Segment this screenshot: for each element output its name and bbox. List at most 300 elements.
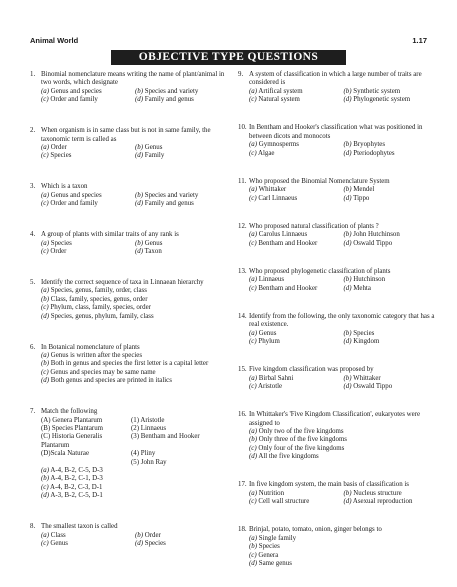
question-stem [30,279,229,287]
option-row [249,375,438,383]
option-text: Phylum, class, family, species, order [48,304,151,312]
question-stem [30,127,229,144]
option [249,543,438,551]
option-row [249,383,438,391]
option-label: (c) [41,304,49,312]
question-stem [238,366,438,374]
question-text: Who proposed phylogenetic classification of plants [249,267,391,275]
option-label: (a) [249,231,258,239]
option-label: (d) [41,377,50,385]
options [249,231,438,248]
options [41,144,229,161]
option-label: (d) [343,239,352,247]
option-text: Both in genus and species the first letter is a capital letter [49,360,209,368]
option-label: (c) [41,483,49,491]
option-text: Whittaker [257,186,287,194]
question-text: A system of classification in which a large number of traits are considered is [249,71,422,87]
option [344,88,439,96]
options [41,352,229,386]
question-number: 8. [30,523,36,531]
option-row [249,186,438,194]
option [41,369,229,377]
option [249,338,344,346]
question-number: 10. [238,124,247,132]
option-text: Family and genus [143,96,194,104]
option-label: (d) [343,382,352,390]
question-text: The smallest taxon is called [41,523,118,531]
option-text: Carl Linnaeus [256,194,298,202]
question-text: When organism is in same class but is not in same family, the taxonomic term is called as [41,127,211,143]
question-number: 11. [238,177,247,185]
option [41,144,135,152]
option-text: Algae [256,149,275,157]
option [135,240,229,248]
option-text: Cell wall structure [256,498,310,506]
option-text: Species, genus, family, order, class [49,287,147,295]
option-label: (d) [249,559,258,567]
option-label: (b) [135,144,144,151]
option-row [41,192,229,200]
option-text: Same genus [257,559,292,567]
option-text: Mendel [351,186,375,194]
match-row [41,433,229,450]
option-text: Genus [143,144,163,151]
option-text: Species and variety [143,87,199,95]
options [41,532,229,549]
option-label: (a) [41,351,50,359]
option-label: (c) [249,382,257,390]
question-text: A group of plants with similar traits of any rank is [41,231,179,239]
option [344,276,439,284]
question-number: 13. [238,267,247,275]
option-label: (b) [135,239,144,247]
option-text: Family [143,152,165,160]
question-text: In Botanical nomenclature of plants [41,343,140,351]
option-label: (b) [41,295,50,303]
option [344,240,439,248]
option-label: (b) [343,276,352,284]
option [249,195,344,203]
option [249,88,344,96]
option-text: Nutrition [257,489,285,497]
option [41,532,135,540]
option [344,285,439,293]
option-text: Order [143,531,161,539]
running-header [30,36,427,48]
question-block [238,268,438,293]
option-label: (b) [343,186,352,194]
option-text: Taxon [143,247,162,255]
option-text: Asexual reproduction [351,498,413,506]
option-text: Synthetic system [351,87,401,95]
question-block [238,223,438,248]
option-row [249,231,438,239]
option-row [249,141,438,149]
option [41,287,229,295]
question-text: Identify from the following, the only taxonomic category that has a real existence. [249,312,435,329]
question-stem [238,71,438,88]
question-number: 16. [238,411,247,419]
option [344,338,439,346]
option-text: Genus [143,239,163,247]
option-label: (b) [249,436,258,444]
option-label: (b) [343,489,352,497]
option-label: (c) [249,498,257,506]
option-row [41,532,229,540]
option [344,490,439,498]
option-label: (a) [249,276,258,284]
option-label: (b) [249,543,258,551]
option-label: (d) [343,149,352,157]
option-text: Class, family, species, genus, order [49,295,148,303]
section-title: OBJECTIVE TYPE QUESTIONS [111,50,346,65]
option-text: Species [143,539,166,547]
option [249,150,344,158]
option [41,467,229,475]
option-text: Genus and species [49,191,102,199]
option-label: (a) [249,186,258,194]
option [41,152,135,160]
option [41,484,229,492]
option-text: Bentham and Hooker [256,239,318,247]
option [344,141,439,149]
question-number: 7. [30,408,36,416]
question-stem [30,523,229,531]
option-text: Natural system [256,96,300,104]
option [249,240,344,248]
question-number: 5. [30,278,36,286]
option-text: Hutchinson [351,276,386,284]
question-block [238,178,438,203]
option-row [249,330,438,338]
option [135,96,229,104]
option-label: (d) [343,337,352,345]
option [344,186,439,194]
option-text: Order and family [48,96,98,104]
option [41,377,229,385]
option-text: Oswald Tippo [351,239,393,247]
option-text: Species and variety [143,191,199,199]
option [249,490,344,498]
question-block [238,366,438,391]
option-label: (a) [249,87,258,95]
header-page-number: 1.17 [412,36,427,45]
option [249,428,438,436]
header-book-title: Animal World [30,36,79,45]
option-row [41,248,229,256]
option-label: (d) [135,247,144,255]
option [249,375,344,383]
match-right: (2) Linnaeus [131,424,167,432]
option-label: (c) [249,551,257,559]
option [41,540,135,548]
option [344,231,439,239]
option-label: (d) [249,453,258,461]
option [249,285,344,293]
option-text: John Hutchinson [351,231,400,239]
option-row [41,144,229,152]
option [344,330,439,338]
option-label: (a) [41,531,50,539]
option-label: (d) [343,96,352,104]
question-block [238,124,438,158]
option-label: (c) [249,239,257,247]
option-text: Aristotle [256,382,283,390]
question-block [238,313,438,347]
option-text: A-4, B-2, C-1, D-3 [49,475,103,483]
options [249,186,438,203]
option-label: (b) [343,141,352,149]
option-row [41,200,229,208]
question-block [238,411,438,461]
option [344,498,439,506]
option-text: Only three of the five kingdoms [257,436,347,444]
question-number: 9. [238,71,244,78]
option-row [249,150,438,158]
option-text: Order [49,144,67,151]
question-number: 14. [238,312,247,320]
question-block [30,408,229,500]
match-row [41,417,229,425]
question-block [238,526,438,568]
option-label: (d) [343,284,352,292]
option-text: Kingdom [351,337,380,345]
question-number: 1. [30,71,36,78]
option-text: Order and family [48,200,98,208]
question-text: Who proposed natural classification of plants ? [249,222,379,230]
option-label: (a) [41,287,50,295]
option-row [249,338,438,346]
option-text: Phylogenetic system [351,96,411,104]
option-text: Bentham and Hooker [256,284,318,292]
question-block [30,127,229,161]
question-stem [238,124,438,141]
option-label: (a) [41,144,50,151]
question-stem [238,313,438,330]
option-label: (a) [249,374,258,382]
match-right: (1) Aristotle [131,416,165,424]
option [249,552,438,560]
question-block [30,279,229,321]
option [41,248,135,256]
question-number: 3. [30,183,36,191]
option-label: (c) [249,444,257,452]
option [344,96,439,104]
option [41,475,229,483]
match-right: (5) John Ray [131,458,167,466]
option-label: (b) [343,87,352,95]
question-text: Binomial nomenclature means writing the name of plant/animal in two words, which designate [41,71,225,87]
question-number: 18. [238,526,247,534]
option-label: (d) [41,492,50,500]
option-row [249,96,438,104]
option-row [249,490,438,498]
option [135,532,229,540]
match-row [41,425,229,433]
option-label: (d) [135,152,144,160]
option-text: Species, genus, phylum, family, class [49,312,154,320]
option [41,304,229,312]
option-label: (a) [249,329,258,337]
option-label: (c) [41,152,49,160]
option-text: Genus [257,329,277,337]
option-row [41,88,229,96]
options [249,490,438,507]
option-label: (b) [343,374,352,382]
options [249,141,438,158]
option [135,152,229,160]
option [249,186,344,194]
question-stem [30,231,229,239]
option [344,383,439,391]
match-left: (C) Historia Generalis Plantarum [41,433,103,449]
question-text: In five kingdom system, the main basis of classification is [249,481,409,489]
option-label: (c) [41,200,49,208]
option-label: (c) [249,96,257,104]
option [41,492,229,500]
option-text: Genus [48,539,68,547]
option-row [249,88,438,96]
option [344,150,439,158]
option-row [41,96,229,104]
option-label: (a) [249,141,258,149]
option [41,352,229,360]
option-label: (b) [135,191,144,199]
option-label: (b) [41,475,50,483]
options [249,428,438,462]
question-stem [30,408,229,416]
match-table [41,417,229,467]
option-label: (d) [343,498,352,506]
question-block [30,523,229,548]
question-stem [30,71,229,88]
question-block [238,481,438,506]
option-row [41,240,229,248]
question-number: 12. [238,222,247,230]
options [41,192,229,209]
question-stem [30,344,229,352]
question-text: In Bentham and Hooker's classification what was positioned in between dicots and monocots [249,124,423,140]
options [41,88,229,105]
option [249,560,438,568]
option-label: (c) [249,337,257,345]
option-label: (a) [41,191,50,199]
option [344,375,439,383]
option [135,200,229,208]
right-question-column [238,71,438,568]
option-text: Pteriodophytes [351,149,395,157]
option-label: (b) [41,360,50,368]
option [41,200,135,208]
option [249,330,344,338]
question-number: 2. [30,127,36,135]
option [249,231,344,239]
options [249,330,438,347]
option-label: (d) [41,312,50,320]
question-number: 15. [238,366,247,374]
match-left [41,459,131,467]
option-text: Gymnosperms [257,141,299,149]
option-label: (c) [249,149,257,157]
question-number: 6. [30,343,36,351]
left-question-column [30,71,229,548]
option [249,535,438,543]
question-block [30,231,229,256]
option [41,296,229,304]
option-text: Species [48,152,72,160]
option-text: Family and genus [143,200,194,208]
option [249,383,344,391]
question-block [30,183,229,208]
question-stem [30,183,229,191]
option [41,240,135,248]
option [249,445,438,453]
question-block [30,344,229,386]
option-text: Oswald Tippo [351,382,393,390]
option-text: Only two of the five kingdoms [257,427,344,435]
options [249,88,438,105]
option-text: Genera [256,551,279,559]
match-row [41,450,229,458]
option [135,88,229,96]
question-stem [238,481,438,489]
question-block [238,71,438,105]
option [249,96,344,104]
match-left: (A) Genera Plantarum [41,416,103,424]
option [41,96,135,104]
option [41,88,135,96]
option [249,453,438,461]
match-right: (3) Bentham and Hooker [131,433,200,441]
option-text: Single family [257,534,297,542]
option [135,192,229,200]
option-label: (a) [41,87,50,95]
question-number: 4. [30,231,36,239]
option-text: Artifical system [257,87,303,95]
option-text: Only four of the five kingdoms [256,444,345,452]
question-text: Five kingdom classification was proposed by [249,366,374,374]
option-label: (a) [41,466,50,474]
option-label: (c) [41,247,49,255]
options [41,287,229,321]
option [344,195,439,203]
option-label: (a) [249,534,258,542]
question-text: Identify the correct sequence of taxa in Linnaean hierarchy [41,278,204,286]
option [249,141,344,149]
question-text: Brinjal, potato, tomato, onion, ginger belongs to [249,526,382,534]
option-label: (d) [135,200,144,208]
option-text: Phylum [256,337,280,345]
option-text: Genus and species may be same name [48,368,156,376]
option-text: All the five kingdoms [257,453,319,461]
option-row [249,195,438,203]
question-text: Match the following [41,408,98,416]
option [41,360,229,368]
option-text: Class [49,531,66,539]
option-label: (b) [343,329,352,337]
question-stem [238,411,438,428]
option-text: Linnaeus [257,276,285,284]
option-text: Mehta [351,284,371,292]
option-text: Species [351,329,375,337]
options [41,467,229,501]
match-left: (B) Species Plantarum [41,424,104,432]
option-row [41,540,229,548]
option-label: (c) [41,539,49,547]
question-stem [238,178,438,186]
option-text: A-4, B-2, C-5, D-3 [49,466,103,474]
option [249,436,438,444]
